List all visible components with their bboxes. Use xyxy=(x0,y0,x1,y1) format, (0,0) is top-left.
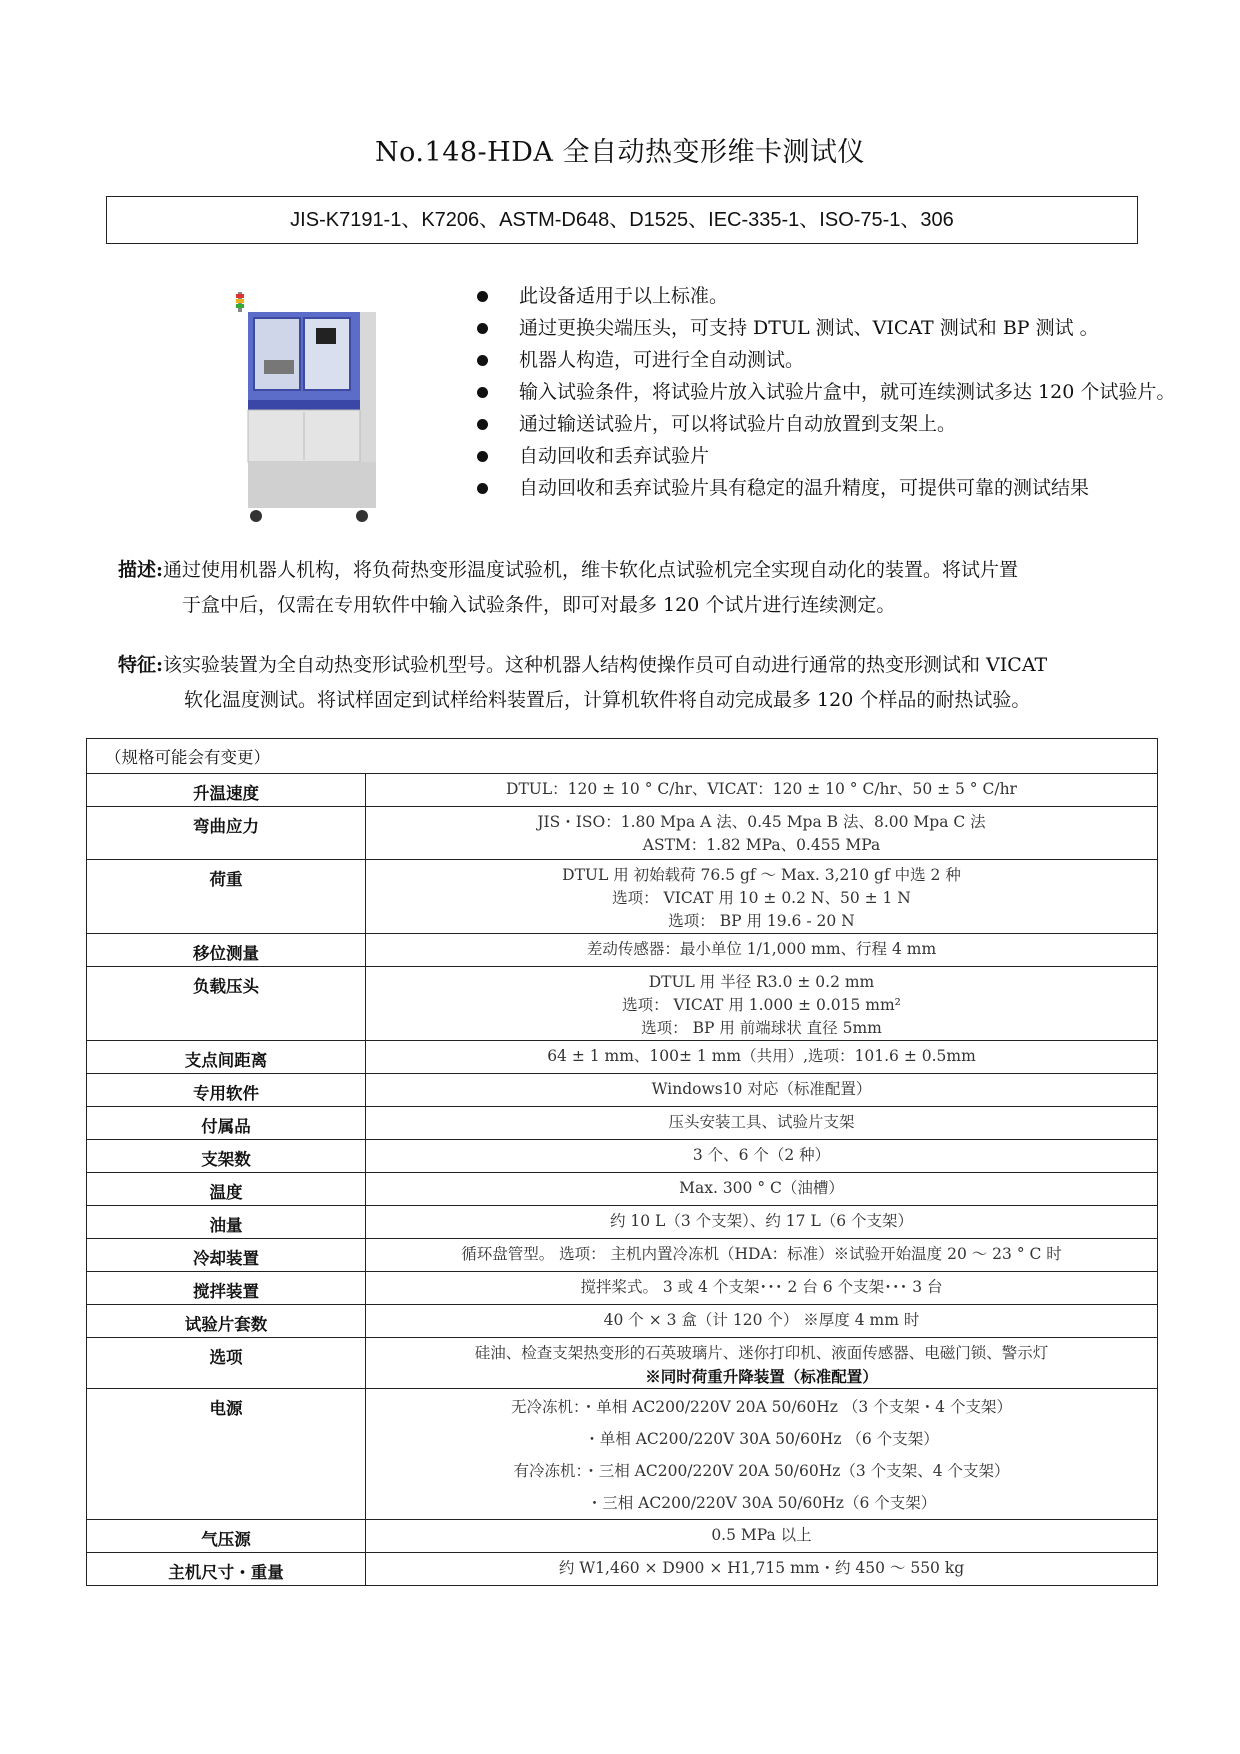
spec-value-line: 3 个、6 个（2 种） xyxy=(692,1146,831,1164)
spec-value xyxy=(366,1553,1158,1586)
spec-table xyxy=(86,738,1158,1586)
spec-label: 电源 xyxy=(87,1389,366,1520)
spec-label: 升温速度 xyxy=(87,774,366,807)
spec-value xyxy=(366,1239,1158,1272)
table-row xyxy=(87,860,1158,934)
spec-value-line: 差动传感器：最小单位 1/1,000 mm、行程 4 mm xyxy=(586,940,937,958)
spec-label: 负载压头 xyxy=(87,967,366,1041)
spec-value-line: JIS・ISO：1.80 Mpa A 法、0.45 Mpa B 法、8.00 Mpa C 法 xyxy=(537,813,986,831)
bullet-icon xyxy=(477,291,488,302)
spec-value-line: DTUL 用 半径 R3.0 ± 0.2 mm xyxy=(648,973,875,991)
table-row xyxy=(87,1239,1158,1272)
touch-panel xyxy=(316,328,336,344)
list-item: 通过更换尖端压头，可支持 DTUL 测试、VICAT 测试和 BP 测试 。 xyxy=(475,312,1205,344)
spec-value-line: ・三相 AC200/220V 30A 50/60Hz（6 个支架） xyxy=(586,1494,937,1512)
spec-label: 专用软件 xyxy=(87,1074,366,1107)
spec-label: 付属品 xyxy=(87,1107,366,1140)
spec-label: 支架数 xyxy=(87,1140,366,1173)
list-item: 自动回收和丢弃试验片具有稳定的温升精度，可提供可靠的测试结果 xyxy=(475,472,1205,504)
spec-value xyxy=(366,1338,1158,1389)
bullet-icon xyxy=(477,419,488,430)
spec-value-line: 40 个 × 3 盒（计 120 个） ※厚度 4 mm 时 xyxy=(603,1311,920,1329)
table-row xyxy=(87,1338,1158,1389)
table-row xyxy=(87,1305,1158,1338)
spec-label: 弯曲应力 xyxy=(87,807,366,860)
spec-value xyxy=(366,1041,1158,1074)
spec-value xyxy=(366,860,1158,934)
bullet-icon xyxy=(477,483,488,494)
spec-value-line: 64 ± 1 mm、100± 1 mm（共用）,选项：101.6 ± 0.5mm xyxy=(547,1047,976,1065)
spec-value-line: 0.5 MPa 以上 xyxy=(711,1526,812,1544)
spec-value xyxy=(366,807,1158,860)
spec-value-line: 选项： BP 用 前端球状 直径 5mm xyxy=(641,1019,882,1037)
table-row xyxy=(87,1206,1158,1239)
feature-bullets xyxy=(475,280,1205,504)
table-row xyxy=(87,1553,1158,1586)
list-item: 此设备适用于以上标准。 xyxy=(475,280,1205,312)
spec-label: 搅拌装置 xyxy=(87,1272,366,1305)
spec-value xyxy=(366,1305,1158,1338)
spec-label: 选项 xyxy=(87,1338,366,1389)
spec-value-line: 约 10 L（3 个支架）、约 17 L（6 个支架） xyxy=(609,1212,914,1230)
page-title: No.148-HDA 全自动热变形维卡测试仪 xyxy=(375,137,865,168)
bullet-icon xyxy=(477,451,488,462)
table-row xyxy=(87,1272,1158,1305)
spec-label: 温度 xyxy=(87,1173,366,1206)
spec-value-line: 循环盘管型。 选项： 主机内置冷冻机（HDA：标准）※试验开始温度 20 ～ 23 ° C 时 xyxy=(461,1245,1062,1263)
spec-value-line: Max. 300 ° C（油槽） xyxy=(679,1179,844,1197)
table-row xyxy=(87,1041,1158,1074)
list-item: 输入试验条件，将试验片放入试验片盒中，就可连续测试多达 120 个试验片。 xyxy=(475,376,1205,408)
spec-value-line: 无冷冻机：・单相 AC200/220V 20A 50/60Hz （3 个支架・4 个支架） xyxy=(511,1398,1012,1416)
spec-value-line: 有冷冻机：・三相 AC200/220V 20A 50/60Hz（3 个支架、4 个支架） xyxy=(513,1462,1010,1480)
spec-value-line: DTUL：120 ± 10 ° C/hr、VICAT：120 ± 10 ° C/hr、50 ± 5 ° C/hr xyxy=(506,780,1017,798)
spec-value-line: 硅油、检查支架热变形的石英玻璃片、迷你打印机、液面传感器、电磁门锁、警示灯 xyxy=(474,1344,1049,1362)
spec-value xyxy=(366,1107,1158,1140)
table-row xyxy=(87,1173,1158,1206)
spec-value-line: 约 W1,460 × D900 × H1,715 mm・约 450 ～ 550 kg xyxy=(558,1559,965,1577)
spec-label: 试验片套数 xyxy=(87,1305,366,1338)
table-row xyxy=(87,1520,1158,1553)
features-lead: 特征: xyxy=(118,654,164,676)
spec-value xyxy=(366,1206,1158,1239)
table-row xyxy=(87,1074,1158,1107)
spec-label: 移位测量 xyxy=(87,934,366,967)
spec-value xyxy=(366,967,1158,1041)
list-item: 通过输送试验片，可以将试验片自动放置到支架上。 xyxy=(475,408,1205,440)
spec-value xyxy=(366,1389,1158,1520)
bullet-icon xyxy=(477,387,488,398)
spec-value xyxy=(366,1074,1158,1107)
spec-value xyxy=(366,1272,1158,1305)
table-row xyxy=(87,1107,1158,1140)
spec-label: 气压源 xyxy=(87,1520,366,1553)
description-lead: 描述: xyxy=(118,559,164,581)
spec-value-line: 选项： VICAT 用 1.000 ± 0.015 mm² xyxy=(622,996,901,1014)
spec-value xyxy=(366,1520,1158,1553)
spec-note: （规格可能会有变更） xyxy=(87,739,1158,774)
spec-value xyxy=(366,774,1158,807)
table-row xyxy=(87,807,1158,860)
list-item: 机器人构造，可进行全自动测试。 xyxy=(475,344,1205,376)
spec-value-line: 搅拌桨式。 3 或 4 个支架･･･ 2 台 6 个支架･･･ 3 台 xyxy=(580,1278,943,1296)
spec-label: 油量 xyxy=(87,1206,366,1239)
table-row xyxy=(87,774,1158,807)
bullet-icon xyxy=(477,323,488,334)
machine-photo xyxy=(232,290,382,525)
spec-label: 支点间距离 xyxy=(87,1041,366,1074)
features-paragraph: 特征:该实验装置为全自动热变形试验机型号。这种机器人结构使操作员可自动进行通常的热变形测试和 VICAT 软化温度测试。将试样固定到试样给料装置后，计算机软件将自动完成最多 120 个样品的耐热试验。 xyxy=(118,654,1048,711)
bullet-icon xyxy=(477,355,488,366)
spec-value-line: 选项： VICAT 用 10 ± 0.2 N、50 ± 1 N xyxy=(612,889,911,907)
spec-label: 主机尺寸・重量 xyxy=(87,1553,366,1586)
standards-box xyxy=(106,196,1138,244)
spec-value-line: ASTM：1.82 MPa、0.455 MPa xyxy=(642,836,881,854)
spec-value xyxy=(366,1173,1158,1206)
spec-value-line: Windows10 对応（标准配置） xyxy=(651,1080,872,1098)
spec-value-line: DTUL 用 初始载荷 76.5 gf ～ Max. 3,210 gf 中选 2 种 xyxy=(562,866,961,884)
spec-value xyxy=(366,1140,1158,1173)
spec-label: 冷却装置 xyxy=(87,1239,366,1272)
spec-label: 荷重 xyxy=(87,860,366,934)
table-row xyxy=(87,934,1158,967)
table-row xyxy=(87,1140,1158,1173)
spec-value-line: 压头安装工具、试验片支架 xyxy=(668,1113,855,1131)
spec-value-line: 选项： BP 用 19.6 - 20 N xyxy=(668,912,855,930)
description-paragraph: 描述:通过使用机器人机构，将负荷热变形温度试验机，维卡软化点试验机完全实现自动化的装置。将试片置 于盒中后，仅需在专用软件中输入试验条件，即可对最多 120 个试片进行连续测定。 xyxy=(118,559,1019,616)
spec-value-line: ・单相 AC200/220V 30A 50/60Hz （6 个支架） xyxy=(584,1430,939,1448)
standards-text: JIS-K7191-1、K7206、ASTM-D648、D1525、IEC-335-1、ISO-75-1、306 xyxy=(290,209,954,231)
table-row xyxy=(87,1389,1158,1520)
table-row xyxy=(87,739,1158,774)
list-item: 自动回收和丢弃试验片 xyxy=(475,440,1205,472)
spec-value xyxy=(366,934,1158,967)
table-row xyxy=(87,967,1158,1041)
spec-value-line: ※同时荷重升降装置（标准配置） xyxy=(645,1367,878,1386)
